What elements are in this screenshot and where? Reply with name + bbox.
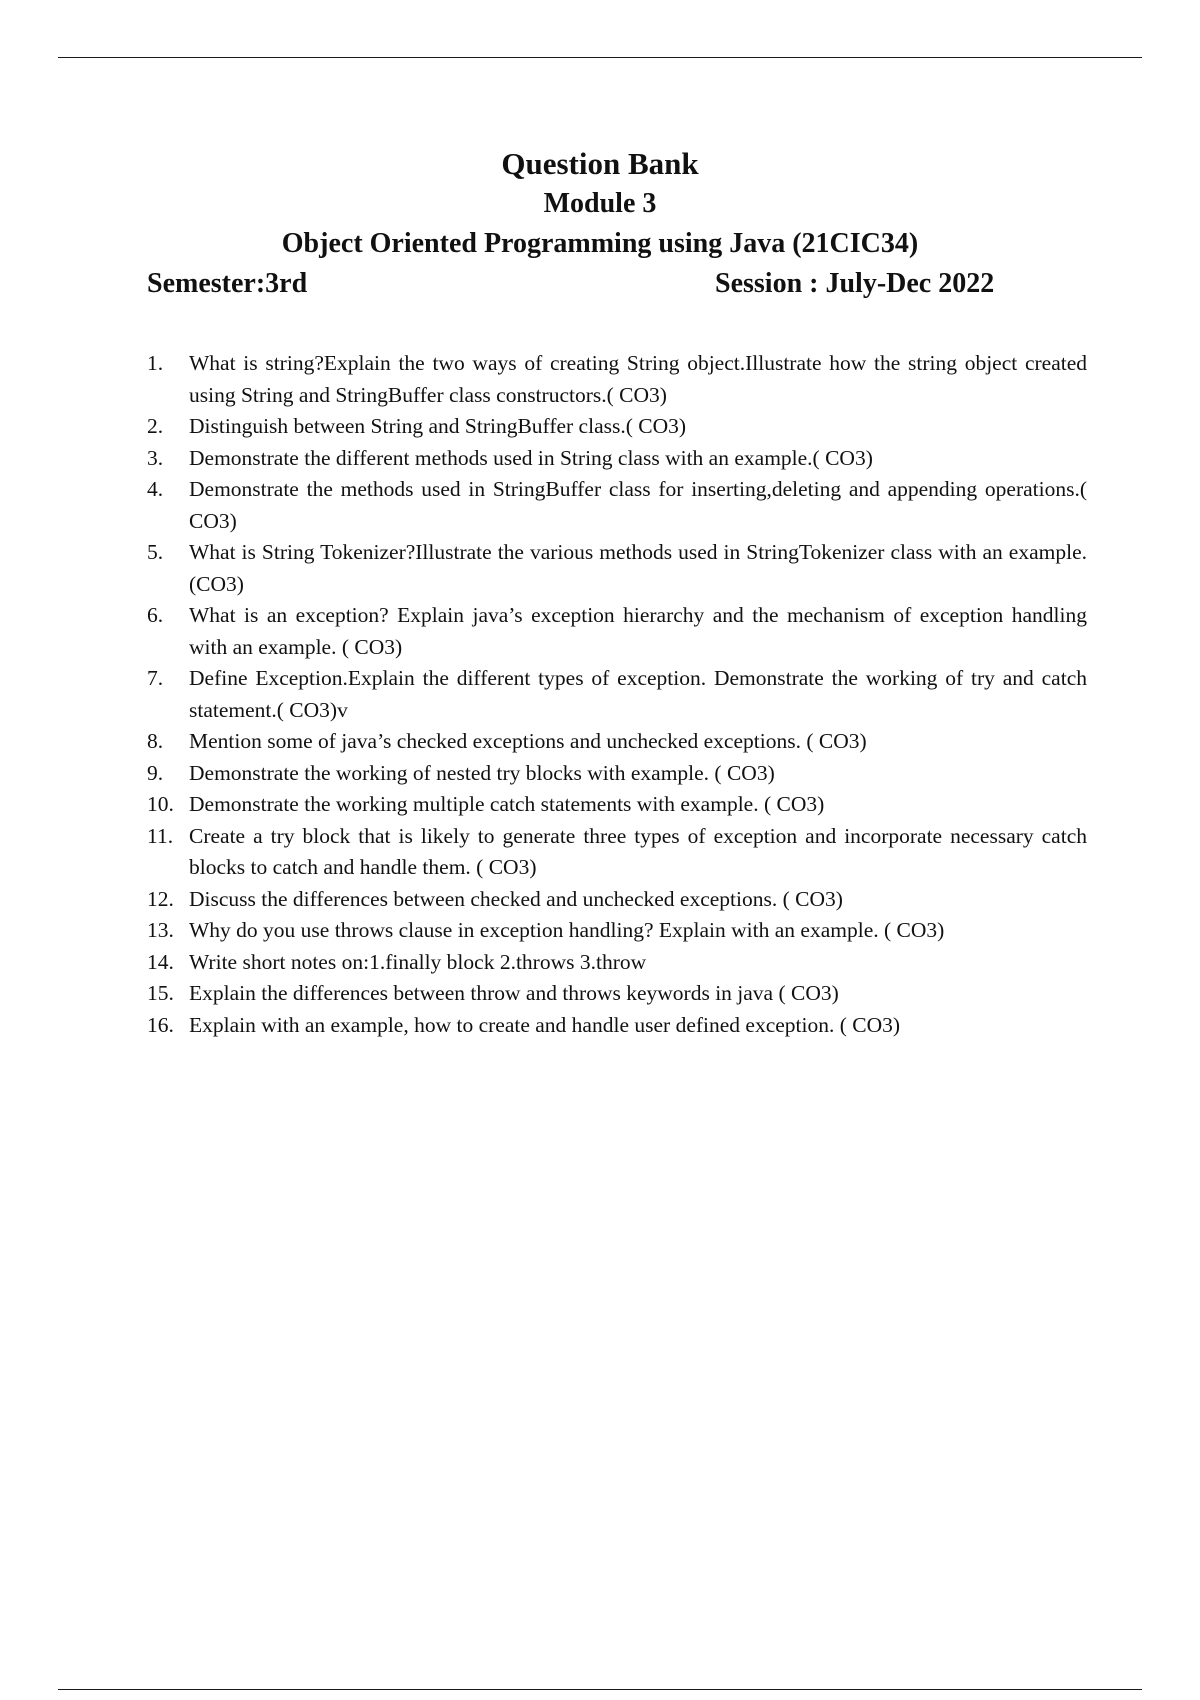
question-item	[147, 821, 1087, 884]
question-list	[147, 348, 1087, 1041]
question-number: 2.	[147, 414, 164, 438]
semester-label: Semester:3rd	[147, 268, 308, 299]
question-number: 4.	[147, 477, 164, 501]
question-item	[147, 947, 1087, 979]
question-item	[147, 537, 1087, 600]
question-text: Why do you use throws clause in exception handling? Explain with an example. ( CO3)	[189, 918, 945, 942]
question-number: 1.	[147, 351, 164, 375]
question-item	[147, 600, 1087, 663]
question-number: 13.	[147, 918, 174, 942]
question-number: 15.	[147, 981, 174, 1005]
question-item	[147, 443, 1087, 475]
question-text: Demonstrate the working of nested try blocks with example. ( CO3)	[189, 760, 775, 785]
session-label: Session : July-Dec 2022	[715, 268, 995, 299]
bottom-rule	[58, 1689, 1142, 1690]
question-text: Create a try block that is likely to generate three types of exception and incorporate necessary catch blocks to catch and handle them. ( CO3)	[189, 823, 1087, 879]
question-text: Demonstrate the different methods used in String class with an example.( CO3)	[189, 445, 873, 470]
question-item	[147, 884, 1087, 916]
question-text: Define Exception.Explain the different types of exception. Demonstrate the working of try and catch statement.( CO3)v	[189, 666, 1087, 722]
question-text: What is String Tokenizer?Illustrate the various methods used in StringTokenizer class with an example.(CO3)	[189, 540, 1087, 596]
question-number: 8.	[147, 729, 164, 753]
question-item	[147, 758, 1087, 790]
question-number: 9.	[147, 760, 164, 785]
question-text: Discuss the differences between checked and unchecked exceptions. ( CO3)	[189, 886, 843, 911]
question-text: Demonstrate the methods used in StringBuffer class for inserting,deleting and appending operations.( CO3)	[189, 477, 1087, 533]
question-number: 5.	[147, 540, 164, 564]
top-rule	[58, 57, 1142, 58]
question-text: Demonstrate the working multiple catch statements with example. ( CO3)	[189, 792, 825, 816]
question-text: What is string?Explain the two ways of creating String object.Illustrate how the string object created using String and StringBuffer class constructors.( CO3)	[189, 351, 1087, 407]
document-title: Question Bank	[501, 146, 699, 181]
question-text: Mention some of java’s checked exceptions and unchecked exceptions. ( CO3)	[189, 729, 867, 753]
question-text: Distinguish between String and StringBuffer class.( CO3)	[189, 414, 687, 438]
question-item	[147, 726, 1087, 758]
question-number: 6.	[147, 603, 164, 627]
question-item	[147, 663, 1087, 726]
question-item	[147, 978, 1087, 1010]
question-item	[147, 474, 1087, 537]
question-number: 14.	[147, 949, 174, 974]
course-heading: Object Oriented Programming using Java (21CIC34)	[281, 228, 919, 259]
question-number: 10.	[147, 792, 174, 816]
question-text: Explain with an example, how to create and handle user defined exception. ( CO3)	[189, 1012, 901, 1037]
question-text: Explain the differences between throw and throws keywords in java ( CO3)	[189, 981, 839, 1005]
question-number: 3.	[147, 445, 164, 470]
question-item	[147, 789, 1087, 821]
question-text: Write short notes on:1.finally block 2.throws 3.throw	[189, 949, 647, 974]
module-heading: Module 3	[543, 188, 657, 219]
question-item	[147, 411, 1087, 443]
question-number: 11.	[147, 823, 174, 848]
question-number: 16.	[147, 1012, 174, 1037]
question-item	[147, 915, 1087, 947]
question-item	[147, 1010, 1087, 1042]
question-number: 12.	[147, 886, 174, 911]
question-number: 7.	[147, 666, 164, 690]
question-item	[147, 348, 1087, 411]
question-text: What is an exception? Explain java’s exception hierarchy and the mechanism of exception handling with an example. ( CO3)	[189, 603, 1087, 659]
